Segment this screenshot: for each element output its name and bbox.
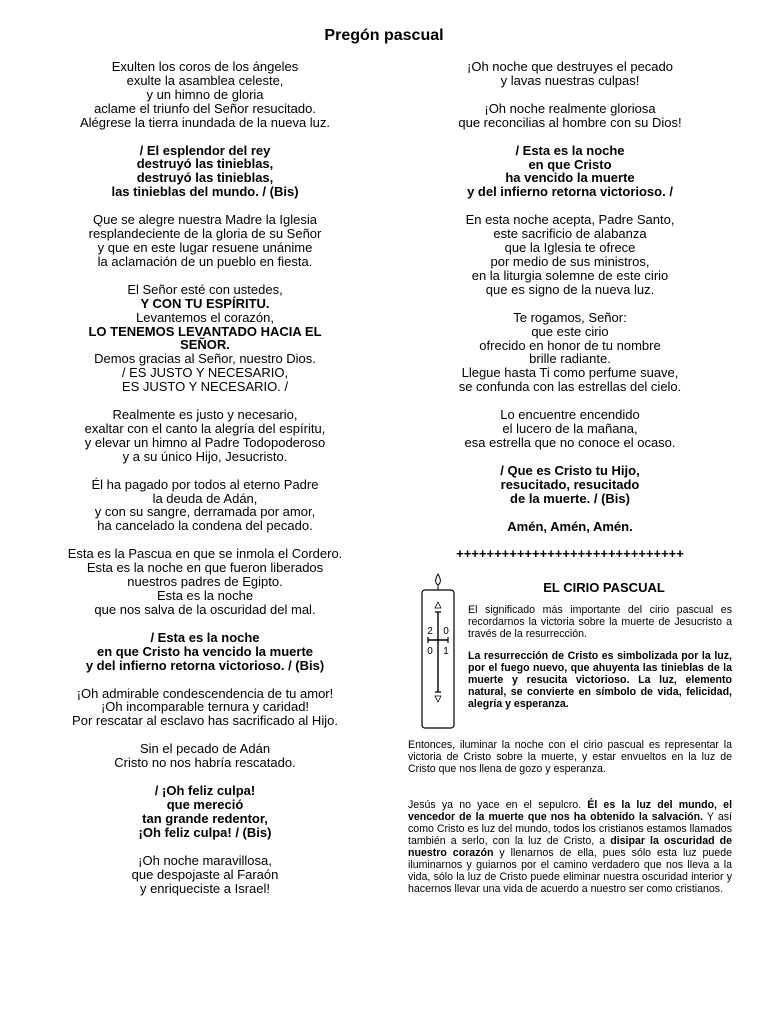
verse-line: Llegue hasta Ti como perfume suave,	[461, 365, 679, 381]
verse-line: las tinieblas del mundo. / (Bis)	[111, 184, 299, 200]
verse-line: Esta es la noche en que fueron liberados	[86, 560, 324, 576]
verse-line: Y CON TU ESPÍRITU.	[140, 295, 270, 311]
verse-line: este sacrificio de alabanza	[493, 226, 647, 242]
stanza	[30, 213, 380, 269]
verse-line: El Señor esté con ustedes,	[127, 281, 283, 297]
page-title: Pregón pascual	[324, 27, 444, 44]
stanza	[30, 408, 380, 464]
verse-line: y enriqueciste a Israel!	[139, 880, 271, 896]
verse-line: Levantemos el corazón,	[135, 309, 275, 325]
verse-line: y con su sangre, derramada por amor,	[94, 504, 316, 520]
prose-text: Y así como Cristo es luz del mundo, todos los cristianos estamos llamados también a serlo, con la luz de Cristo, a	[408, 811, 732, 847]
verse-line: Demos gracias al Señor, nuestro Dios.	[94, 351, 316, 367]
stanza	[30, 144, 380, 200]
verse-line: Esta es la Pascua en que se inmola el Cordero.	[67, 546, 343, 562]
verse-line: / Esta es la noche	[515, 142, 625, 158]
verse-line: / El esplendor del rey	[139, 142, 271, 158]
verse-line: Esta es la noche	[156, 588, 254, 603]
stanza	[30, 283, 380, 394]
stanza	[400, 520, 740, 534]
verse-line: en la liturgia solemne de este cirio	[471, 267, 669, 283]
verse-line: destruyó las tinieblas,	[136, 156, 274, 172]
verse-line: ¡Oh admirable condescendencia de tu amor!	[76, 685, 334, 701]
cirio-intro-box	[468, 604, 732, 720]
verse-line: Te rogamos, Señor:	[513, 309, 627, 325]
verse-line: ¡Oh incomparable ternura y caridad!	[100, 699, 310, 715]
verse-line: el lucero de la mañana,	[502, 421, 638, 437]
verse-line: LO TENEMOS LEVANTADO HACIA EL	[88, 323, 322, 339]
verse-line: y que en este lugar resuene unánime	[97, 239, 313, 255]
cirio-prose-paragraph: Entonces, iluminar la noche con el cirio pascual es representar la victoria de Cristo sobre la muerte, y estar envueltos en la luz de Cristo que nos llena de gozo y esperanza.	[408, 739, 732, 775]
verse-line: Exulten los coros de los ángeles	[111, 59, 299, 74]
verse-line: brille radiante.	[529, 351, 611, 367]
verse-line: que es signo de la nueva luz.	[485, 281, 655, 297]
verse-line: y un himno de gloria	[146, 86, 264, 102]
verse-line: ES JUSTO Y NECESARIO. /	[121, 379, 289, 395]
verse-line: resucitado, resucitado	[500, 476, 640, 492]
verse-line: y del infierno retorna victorioso. /	[467, 184, 673, 200]
stanza	[400, 144, 740, 200]
stanza	[30, 631, 380, 673]
verse-line: ¡Oh noche realmente gloriosa	[484, 100, 656, 116]
candle-year-digit: 0	[427, 646, 433, 657]
right-column	[400, 60, 740, 573]
stanza	[30, 60, 380, 130]
verse-line: que este cirio	[531, 323, 609, 339]
cirio-title: EL CIRIO PASCUAL	[543, 580, 665, 595]
verse-line: y a su único Hijo, Jesucristo.	[122, 448, 288, 464]
stanza	[30, 784, 380, 840]
stanza	[400, 311, 740, 394]
verse-line: Que se alegre nuestra Madre la Iglesia	[92, 212, 317, 228]
verse-line: ha cancelado la condena del pecado.	[97, 518, 313, 534]
prose-text-bold: Él es la luz del mundo, el vencedor de la muerte que nos ha obtenido la salvación.	[408, 799, 733, 823]
cirio-paragraph: El significado más importante del cirio pascual es recordarnos la victoria sobre la muerte de Jesucristo a través de la resurrección.	[468, 604, 732, 640]
verse-line: en que Cristo	[528, 156, 612, 172]
stanza	[400, 60, 740, 88]
verse-line: ha vencido la muerte	[505, 170, 635, 186]
verse-line: que despojaste al Faraón	[131, 866, 279, 882]
stanza	[400, 102, 740, 130]
verse-line: destruyó las tinieblas,	[136, 170, 274, 186]
verse-line: ¡Oh noche maravillosa,	[138, 852, 272, 868]
verse-line: tan grande redentor,	[142, 810, 268, 826]
candle-year-digit: 0	[443, 626, 449, 637]
verse-line: en que Cristo ha vencido la muerte	[97, 643, 313, 659]
verse-line: Sin el pecado de Adán	[139, 741, 271, 757]
left-column	[30, 60, 380, 909]
verse-line: la deuda de Adán,	[152, 490, 258, 506]
stanza	[400, 464, 740, 506]
stanza	[30, 687, 380, 729]
verse-line: ofrecido en honor de tu nombre	[479, 337, 661, 353]
stanza	[30, 854, 380, 896]
verse-line: por medio de sus ministros,	[490, 253, 650, 269]
candle-year-digit: 1	[443, 646, 449, 657]
verse-line: Realmente es justo y necesario,	[112, 407, 298, 423]
verse-line: / ES JUSTO Y NECESARIO,	[121, 365, 289, 381]
verse-line: resplandeciente de la gloria de su Señor	[88, 226, 322, 242]
verse-line: de la muerte. / (Bis)	[510, 490, 630, 506]
verse-line: ¡Oh feliz culpa! / (Bis)	[138, 824, 272, 840]
stanza	[400, 408, 740, 450]
verse-line: y elevar un himno al Padre Todopoderoso	[84, 434, 326, 450]
verse-line: se confunda con las estrellas del cielo.	[458, 379, 682, 395]
verse-line: Por rescatar al esclavo has sacrificado al Hijo.	[72, 713, 338, 729]
verse-line: En esta noche acepta, Padre Santo,	[465, 212, 675, 228]
verse-line: / Esta es la noche	[150, 629, 260, 645]
prose-text: Jesús ya no yace en el sepulcro.	[408, 799, 588, 811]
verse-line: y lavas nuestras culpas!	[500, 72, 640, 88]
cirio-prose-paragraph	[408, 799, 732, 895]
verse-line: / ¡Oh feliz culpa!	[154, 783, 256, 799]
candle-year-digit: 2	[427, 626, 433, 637]
verse-line: Alégrese la tierra inundada de la nueva luz.	[79, 114, 331, 130]
verse-line: que reconcilias al hombre con su Dios!	[458, 114, 682, 130]
paschal-candle-icon	[416, 572, 460, 732]
prose-text: y llenarnos de ella, pues sólo esta luz puede iluminarnos y guiarnos por el camino verdadero que nos lleva a la vida, sólo la luz de Cristo puede eliminar nuestra oscuridad interior y hacernos llevar una vida de acuerdo a nuestro ser como cristianos.	[408, 847, 732, 895]
stanza	[30, 478, 380, 534]
verse-line: Lo encuentre encendido	[500, 407, 640, 423]
section-divider: ++++++++++++++++++++++++++++++	[456, 546, 684, 562]
verse-line: SEÑOR.	[180, 337, 230, 353]
verse-line: exaltar con el canto la alegría del espíritu,	[84, 420, 326, 436]
verse-line: Él ha pagado por todos al eterno Padre	[91, 476, 319, 492]
verse-line: que mereció	[166, 796, 244, 812]
cirio-paragraph: La resurrección de Cristo es simbolizada por la luz, por el fuego nuevo, que ahuyenta las tinieblas de la muerte y resucita victorioso. La luz, elemento natural, se convierte en símbolo de vida, felicidad, alegría y esperanza.	[468, 650, 732, 710]
prose-text-bold: disipar la oscuridad de nuestro corazón	[408, 835, 733, 859]
verse-line: / Que es Cristo tu Hijo,	[500, 462, 640, 478]
verse-line: que nos salva de la oscuridad del mal.	[94, 601, 316, 617]
stanza	[30, 742, 380, 770]
verse-line: Amén, Amén, Amén.	[507, 518, 633, 534]
verse-line: esa estrella que no conoce el ocaso.	[464, 434, 676, 450]
verse-line: exulte la asamblea celeste,	[126, 72, 284, 88]
verse-line: y del infierno retorna victorioso. / (Bis)	[85, 657, 325, 673]
verse-line: aclame el triunfo del Señor resucitado.	[94, 100, 316, 116]
verse-line: Cristo no nos habría rescatado.	[114, 755, 296, 771]
verse-line: nuestros padres de Egipto.	[127, 574, 283, 590]
verse-line: que la Iglesia te ofrece	[504, 240, 636, 256]
verse-line: ¡Oh noche que destruyes el pecado	[467, 59, 673, 74]
stanza	[400, 213, 740, 296]
stanza	[30, 547, 380, 617]
verse-line: la aclamación de un pueblo en fiesta.	[97, 253, 313, 269]
